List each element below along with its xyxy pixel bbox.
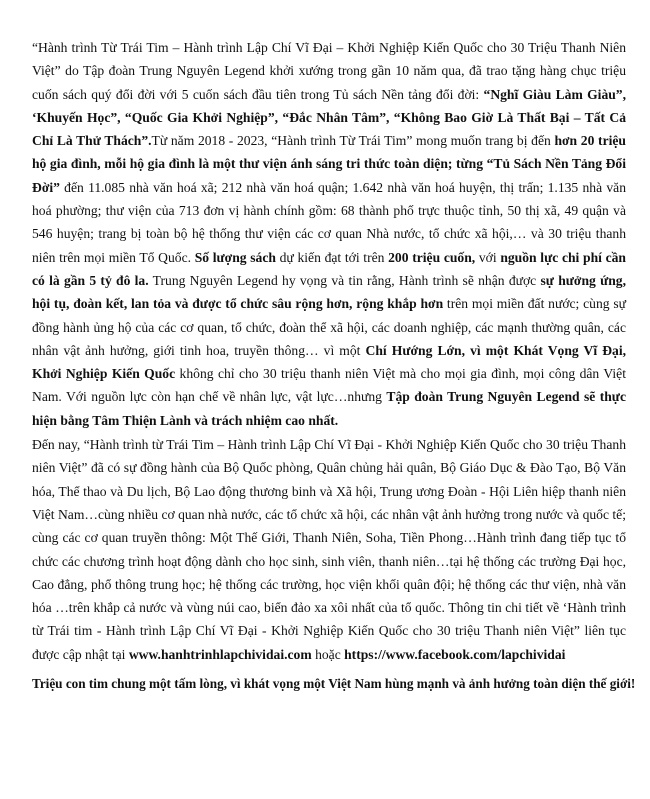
p1-goal-households: hơn 20 triệu hộ gia đình, mỗi hộ gia đình là một thư viện ánh sáng tri thức toàn diện; từng “Tủ Sách Nền Tảng Đổi Đời” (32, 133, 626, 195)
p1-text-6: Trung Nguyên Legend hy vọng và tin rằng, Hành trình sẽ nhận được (148, 272, 541, 288)
p1-commitment: Tập đoàn Trung Nguyên Legend sẽ thực hiện bằng Tâm Thiện Lành và trách nhiệm cao nhất. (32, 389, 626, 428)
p1-text-8: không chỉ cho 30 triệu thanh niên Việt mà cho mọi gia đình, mọi công dân Việt Nam. Với nguồn lực còn hạn chế về nhân lực, vật lực…nhưng (32, 366, 626, 405)
or-word: hoặc (315, 646, 345, 662)
p1-text-2: Từ năm 2018 - 2023, “Hành trình Từ Trái Tim” mong muốn trang bị đến (151, 133, 555, 149)
p1-ambition: Chí Hướng Lớn, vì một Khát Vọng Vĩ Đại, Khởi Nghiệp Kiến Quốc (32, 342, 626, 382)
p1-text-4: dự kiến đạt tới trên (275, 249, 389, 265)
website-link[interactable]: www.hanhtrinhlapchividai.com (128, 646, 312, 662)
facebook-link[interactable]: https://www.facebook.com/lapchividai (344, 646, 566, 662)
paragraph-1 (32, 36, 626, 432)
p1-cost: nguồn lực chi phí cần có là gần 5 tỷ đô la. (32, 249, 626, 288)
p1-text-7: trên mọi miền đất nước; cùng sự đồng hành ủng hộ của các cơ quan, tổ chức, đoàn thể xã hội, các doanh nghiệp, các mạnh thường quân, các nhân vật ảnh hưởng, giới tinh hoa, truyền thông… vì một (32, 296, 626, 358)
p1-text-3: đến 11.085 nhà văn hoá xã; 212 nhà văn hoá quận; 1.642 nhà văn hoá huyện, thị trấn; 1.135 nhà văn hoá phường; thư viện của 713 đơn vị hành chính gồm: 68 thành phố trực thuộc tỉnh, 50 thị xã, 49 quận và 546 huyện; trang bị toàn bộ hệ thống thư viện các cơ quan Nhà nước, tổ chức xã hội,… và 30 triệu thanh niên trên mọi miền Tổ Quốc. (32, 179, 626, 265)
document-page (32, 36, 636, 695)
closing-slogan: Triệu con tim chung một tấm lòng, vì khát vọng một Việt Nam hùng mạnh và ảnh hưởng toàn diện thế giới! (32, 676, 636, 692)
p1-book-titles: “Nghĩ Giàu Làm Giàu”, ‘Khuyến Học”, “Quốc Gia Khởi Nghiệp”, “Đắc Nhân Tâm”, “Không Bao Giờ Là Thất Bại – Tất Cả Chỉ Là Thử Thách”. (32, 86, 626, 149)
p1-response: sự hưởng ứng, hội tụ, đoàn kết, lan tỏa và được tổ chức sâu rộng hơn, rộng khắp hơn (32, 272, 626, 312)
p1-text-1: “Hành trình Từ Trái Tim – Hành trình Lập Chí Vĩ Đại – Khởi Nghiệp Kiến Quốc cho 30 Triệu Thanh Niên Việt” do Tập đoàn Trung Nguyên Legend khởi xướng trong gần 10 năm qua, đã trao tặng hàng chục triệu cuốn sách quý đổi đời với 5 cuốn sách đầu tiên trong Tủ sách Nền tảng đổi đời: (32, 40, 626, 102)
p2-text: Đến nay, “Hành trình từ Trái Tim – Hành trình Lập Chí Vĩ Đại - Khởi Nghiệp Kiến Quốc cho 30 triệu Thanh niên Việt” đã có sự đồng hành của Bộ Quốc phòng, Quân chủng hải quân, Bộ Giáo Dục & Đào Tạo, Bộ Văn hóa, Thể thao và Du lịch, Bộ Lao động thương binh và Xã hội, Trung ương Đoàn - Hội Liên hiệp thanh niên Việt Nam…cùng nhiều cơ quan nhà nước, các tổ chức xã hội, các nhân vật ảnh hưởng trong nước và quốc tế; cùng các cơ quan truyền thông: Một Thế Giới, Thanh Niên, Soha, Tiền Phong…Hành trình đang tiếp tục tổ chức các chương trình hoạt động dành cho học sinh, sinh viên, thanh niên…tại hệ thống các trường Đại học, Cao đẳng, phổ thông trung học; hệ thống các trường, học viện khối quân đội; hệ thống các thư viện, nhà văn hóa …trên khắp cả nước và vùng núi cao, biển đảo xa xôi nhất của tổ quốc. Thông tin chi tiết về ‘Hành trình từ Trái tim - Hành trình Lập Chí Vĩ Đại - Khởi Nghiệp Kiến Quốc cho 30 triệu Thanh niên Việt” liên tục được cập nhật tại (32, 437, 626, 662)
p1-book-count-label: Số lượng sách (194, 249, 276, 265)
p1-book-count: 200 triệu cuốn, (388, 249, 476, 265)
p1-text-5: với (475, 249, 501, 265)
paragraph-2 (32, 433, 626, 666)
